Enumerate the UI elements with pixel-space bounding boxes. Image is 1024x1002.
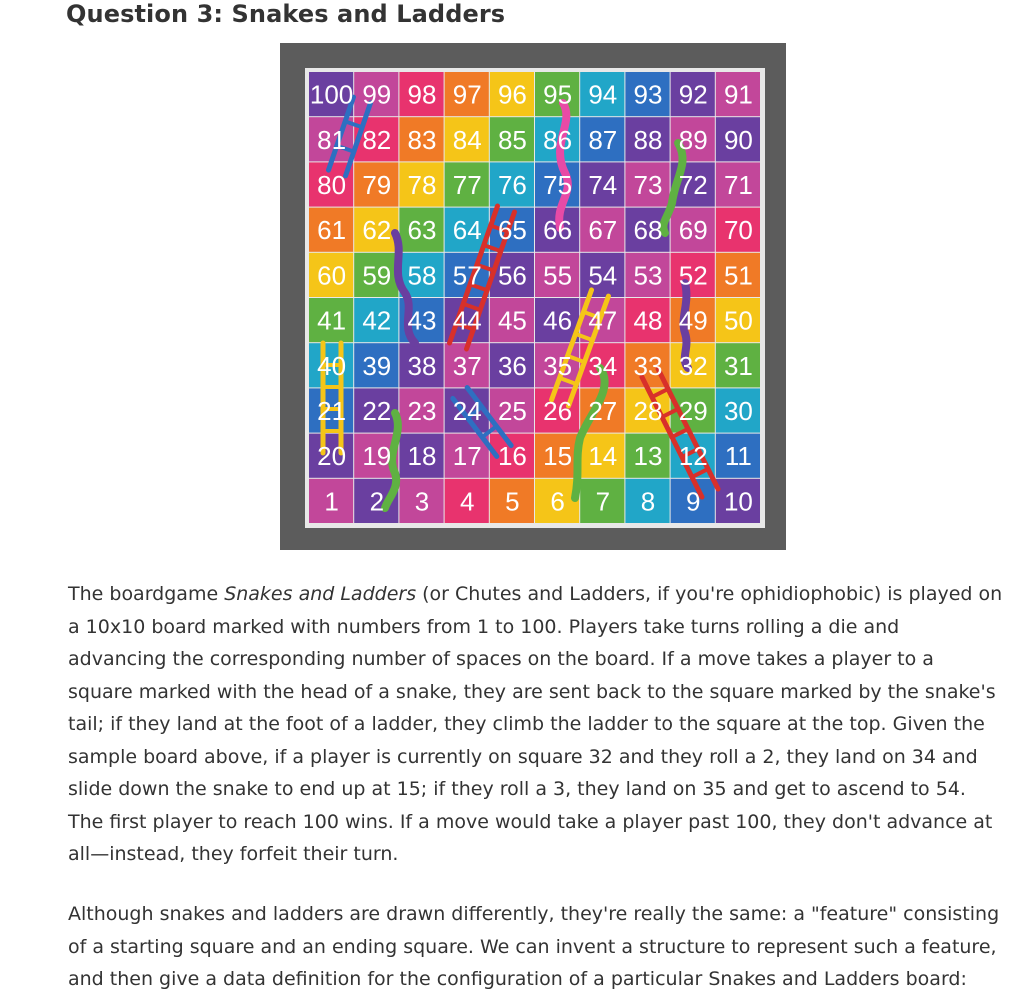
square-number: 40	[317, 350, 347, 381]
square-number: 26	[543, 396, 573, 426]
square-number: 79	[362, 170, 392, 200]
paragraph-feature: Although snakes and ladders are drawn differently, they're really the same: a "feature" consisting of a starting square and an ending square. We can invent a structure to represent such a feature, and then give a data definition for the configuration of a particular Snakes and Ladders board:	[68, 903, 1000, 990]
paragraph-rules-rest: (or Chutes and Ladders, if you're ophidiophobic) is played on a 10x10 board marked with numbers from 1 to 100. Players take turns rolling a die and advancing the corresponding number of spaces on the board. If a move takes a player to a square marked with the head of a snake, they are sent back to the square marked by the snake's tail; if they land at the foot of a ladder, they climb the ladder to the square at the top. Given the sample board above, if a player is currently on square 32 and they roll a 2, they land on 34 and slide down the snake to end up at 15; if they roll a 3, they land on 35 and get to ascend to 54. The first player to reach 100 wins. If a move would take a player past 100, they don't advance at all—instead, they forfeit their turn.	[68, 583, 1003, 865]
square-number: 62	[362, 215, 392, 246]
square-number: 77	[452, 170, 482, 200]
square-number: 59	[362, 260, 392, 291]
square-number: 13	[633, 441, 663, 472]
square-number: 10	[723, 486, 753, 517]
square-number: 49	[678, 305, 708, 336]
square-number: 91	[723, 79, 753, 110]
square-number: 1	[324, 486, 339, 517]
square-number: 97	[452, 79, 482, 110]
square-number: 15	[543, 441, 573, 472]
square-number: 2	[369, 486, 385, 517]
square-number: 86	[543, 124, 573, 155]
square-number: 76	[497, 170, 527, 200]
square-number: 19	[362, 441, 392, 472]
square-number: 14	[588, 441, 618, 472]
square-number: 53	[633, 260, 663, 291]
square-number: 36	[497, 350, 527, 381]
square-number: 63	[407, 215, 437, 246]
square-number: 43	[407, 305, 437, 336]
square-number: 81	[317, 124, 347, 155]
square-number: 85	[497, 124, 527, 155]
square-number: 93	[633, 79, 663, 110]
square-number: 41	[317, 305, 347, 336]
square-number: 37	[452, 350, 482, 381]
square-number: 82	[362, 124, 392, 155]
square-number: 60	[317, 260, 347, 291]
square-number: 68	[633, 215, 663, 246]
square-number: 64	[452, 215, 482, 246]
square-number: 42	[362, 305, 392, 336]
square-number: 70	[723, 215, 753, 246]
square-number: 78	[407, 170, 437, 200]
square-number: 87	[588, 124, 618, 155]
square-number: 20	[317, 441, 347, 472]
square-number: 25	[497, 396, 527, 426]
square-number: 32	[678, 350, 708, 381]
square-number: 58	[407, 260, 437, 291]
square-number: 65	[497, 215, 527, 246]
square-number: 88	[633, 124, 663, 155]
square-number: 34	[588, 350, 618, 381]
square-number: 12	[678, 441, 708, 472]
square-number: 29	[678, 396, 708, 426]
square-number: 83	[407, 124, 437, 155]
paragraph-rules-start: The boardgame	[68, 583, 225, 605]
square-number: 3	[414, 486, 430, 517]
square-number: 31	[723, 350, 753, 381]
square-number: 22	[362, 396, 392, 426]
square-number: 56	[497, 260, 527, 291]
square-number: 75	[543, 170, 573, 200]
square-number: 66	[543, 215, 573, 246]
square-number: 11	[724, 441, 752, 472]
square-number: 72	[678, 170, 708, 200]
square-number: 50	[723, 305, 753, 336]
square-number: 100	[309, 79, 354, 110]
square-number: 74	[588, 170, 618, 200]
square-number: 38	[407, 350, 437, 381]
square-number: 6	[550, 486, 565, 517]
square-number: 39	[362, 350, 392, 381]
square-number: 16	[497, 441, 527, 472]
square-number: 30	[723, 396, 753, 426]
square-number: 99	[362, 79, 392, 110]
square-number: 52	[678, 260, 708, 291]
game-title-emphasis: Snakes and Ladders	[224, 583, 417, 605]
square-number: 18	[407, 441, 437, 472]
square-number: 84	[452, 124, 482, 155]
square-number: 73	[633, 170, 663, 200]
square-number: 94	[588, 79, 618, 110]
square-number: 17	[452, 441, 482, 472]
square-number: 89	[678, 124, 708, 155]
square-number: 51	[723, 260, 753, 291]
square-number: 67	[588, 215, 618, 246]
square-number: 33	[633, 350, 663, 381]
paragraph-rules	[68, 578, 1003, 871]
square-number: 80	[317, 170, 347, 200]
square-number: 47	[588, 305, 618, 336]
square-number: 21	[317, 396, 347, 426]
board-svg	[280, 43, 786, 550]
square-number: 98	[407, 79, 437, 110]
square-number: 27	[588, 396, 618, 426]
square-number: 23	[407, 396, 437, 426]
square-number: 35	[543, 350, 573, 381]
square-number: 9	[685, 486, 701, 517]
square-number: 44	[452, 305, 482, 336]
square-number: 96	[497, 79, 527, 110]
question-heading: Question 3: Snakes and Ladders	[66, 0, 506, 28]
square-number: 45	[497, 305, 527, 336]
square-number: 8	[640, 486, 656, 517]
square-number: 48	[633, 305, 663, 336]
square-number: 5	[505, 486, 520, 517]
square-number: 7	[595, 486, 611, 517]
square-number: 61	[317, 215, 347, 246]
square-number: 55	[543, 260, 573, 291]
square-number: 57	[452, 260, 482, 291]
square-number: 90	[723, 124, 753, 155]
square-number: 92	[678, 79, 708, 110]
square-number: 46	[543, 305, 573, 336]
square-number: 4	[459, 486, 475, 517]
square-number: 71	[723, 170, 753, 200]
snakes-and-ladders-board-image	[280, 43, 786, 550]
square-number: 95	[543, 79, 573, 110]
square-number: 69	[678, 215, 708, 246]
square-number: 28	[633, 396, 663, 426]
square-number: 24	[452, 396, 482, 426]
square-number: 54	[588, 260, 618, 291]
